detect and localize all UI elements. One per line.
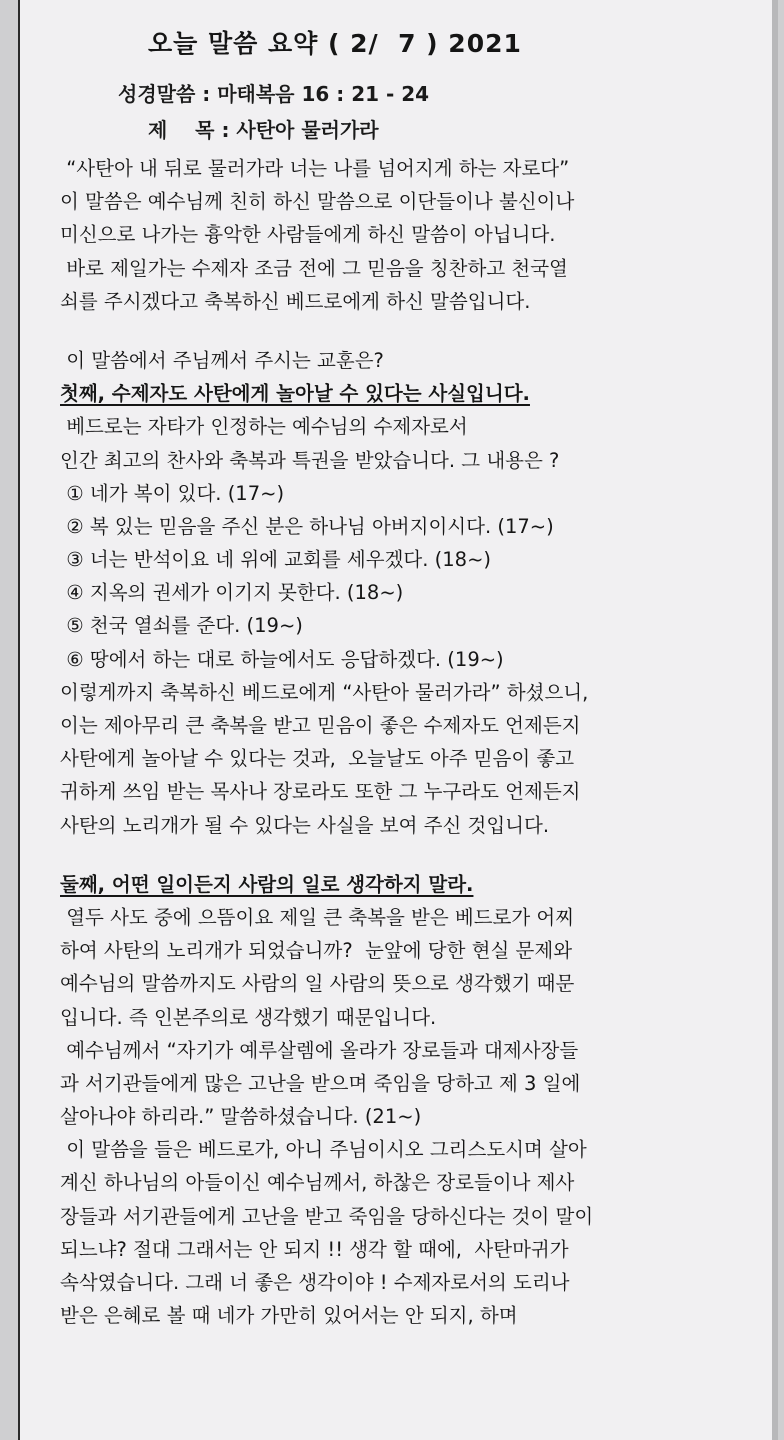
text-line: 바로 제일가는 수제자 조금 전에 그 믿음을 칭찬하고 천국열	[60, 256, 568, 280]
paragraph-gap	[60, 318, 760, 344]
text-line: 미신으로 나가는 흉악한 사람들에게 하신 말씀이 아닙니다.	[60, 223, 556, 247]
section-heading-second: 둘째, 어떤 일이든지 사람의 일로 생각하지 말라.	[60, 872, 474, 896]
list-item: ① 네가 복이 있다. (17~)	[60, 481, 285, 505]
page-edge	[772, 0, 778, 1440]
page-title: 오늘 말씀 요약 ( 2/ 7 ) 2021	[148, 29, 522, 58]
text-line: 받은 은혜로 볼 때 네가 가만히 있어서는 안 되지, 하며	[60, 1304, 518, 1328]
text-line: 이 말씀에서 주님께서 주시는 교훈은?	[60, 348, 384, 372]
text-line: 과 서기관들에게 많은 고난을 받으며 죽임을 당하고 제 3 일에	[60, 1071, 581, 1095]
list-item: ③ 너는 반석이요 네 위에 교회를 세우겠다. (18~)	[60, 548, 492, 572]
text-line: 장들과 서기관들에게 고난을 받고 죽임을 당하신다는 것이 말이	[60, 1204, 594, 1228]
list-item: ⑤ 천국 열쇠를 준다. (19~)	[60, 614, 303, 638]
text-line: 예수님의 말씀까지도 사람의 일 사람의 뜻으로 생각했기 때문	[60, 972, 575, 996]
text-line: 이는 제아무리 큰 축복을 받고 믿음이 좋은 수제자도 언제든지	[60, 714, 581, 737]
text-line: 입니다. 즉 인본주의로 생각했기 때문입니다.	[60, 1005, 437, 1029]
sermon-subject: 제 목 : 사탄아 물러가라	[148, 118, 379, 142]
document-page	[18, 0, 778, 1440]
text-line: 속삭였습니다. 그래 너 좋은 생각이야 ! 수제자로서의 도리나	[60, 1271, 570, 1294]
list-item: ④ 지옥의 권세가 이기지 못한다. (18~)	[60, 581, 404, 605]
text-line: 하여 사탄의 노리개가 되었습니까? 눈앞에 당한 현실 문제와	[60, 939, 573, 963]
text-line: 이 말씀을 들은 베드로가, 아니 주님이시오 그리스도시며 살아	[60, 1138, 587, 1162]
text-line: 예수님께서 “자기가 예루살렘에 올라가 장로들과 대제사장들	[60, 1038, 579, 1062]
text-line: 사탄의 노리개가 될 수 있다는 사실을 보여 주신 것입니다.	[60, 813, 550, 837]
text-line: 사탄에게 놀아날 수 있다는 것과, 오늘날도 아주 믿음이 좋고	[60, 747, 575, 771]
text-line: “사탄아 내 뒤로 물러가라 너는 나를 넘어지게 하는 자로다”	[60, 157, 570, 180]
sermon-body	[60, 152, 760, 1332]
text-line: 이렇게까지 축복하신 베드로에게 “사탄아 물러가라” 하셨으니,	[60, 680, 589, 704]
text-line: 살아나야 하리라.” 말씀하셨습니다. (21~)	[60, 1105, 422, 1129]
text-line: 귀하게 쓰임 받는 목사나 장로라도 또한 그 누구라도 언제든지	[60, 780, 581, 804]
text-line: 베드로는 자타가 인정하는 예수님의 수제자로서	[60, 415, 468, 439]
paragraph-gap	[60, 842, 760, 868]
list-item: ⑥ 땅에서 하는 대로 하늘에서도 응답하겠다. (19~)	[60, 647, 504, 671]
text-line: 계신 하나님의 아들이신 예수님께서, 하찮은 장로들이나 제사	[60, 1171, 575, 1195]
text-line: 열두 사도 중에 으뜸이요 제일 큰 축복을 받은 베드로가 어찌	[60, 905, 575, 929]
list-item: ② 복 있는 믿음을 주신 분은 하나님 아버지이시다. (17~)	[60, 514, 554, 538]
scripture-reference: 성경말씀 : 마태복음 16 : 21 - 24	[118, 82, 430, 106]
text-line: 되느냐? 절대 그래서는 안 되지 !! 생각 할 때에, 사탄마귀가	[60, 1237, 569, 1261]
section-heading-first: 첫째, 수제자도 사탄에게 놀아날 수 있다는 사실입니다.	[60, 382, 530, 406]
text-line: 이 말씀은 예수님께 친히 하신 말씀으로 이단들이나 불신이나	[60, 190, 575, 214]
text-line: 쇠를 주시겠다고 축복하신 베드로에게 하신 말씀입니다.	[60, 289, 531, 313]
text-line: 인간 최고의 찬사와 축복과 특권을 받았습니다. 그 내용은 ?	[60, 448, 560, 472]
